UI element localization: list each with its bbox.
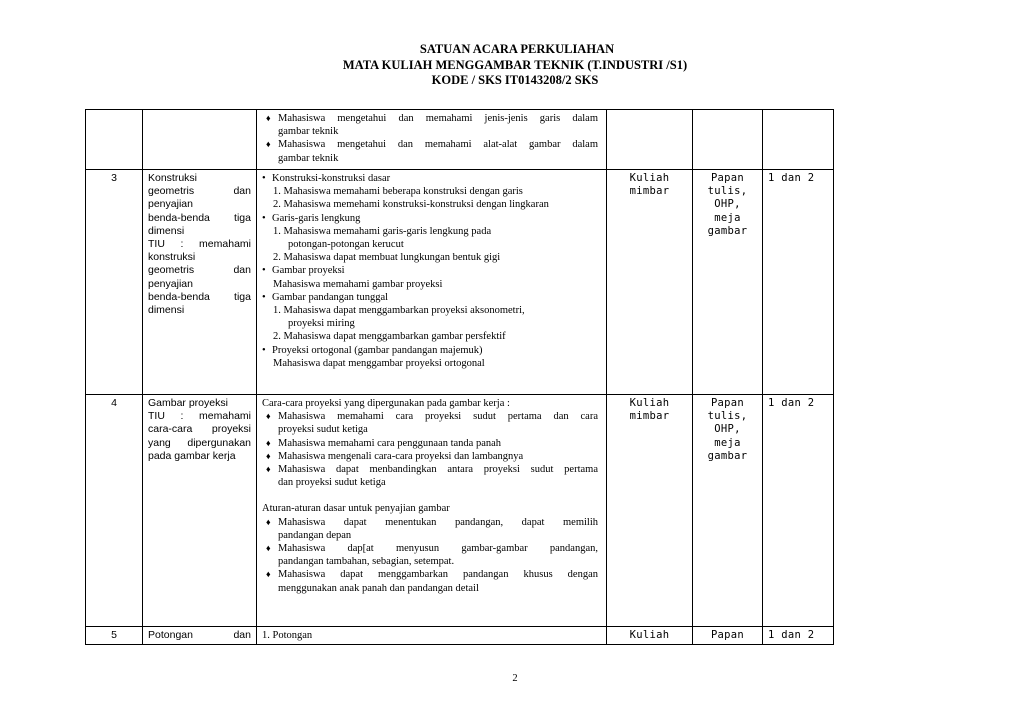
method-cell [607,627,693,645]
media-cell [693,395,763,627]
topic-line: cara-cara proyeksi [148,423,251,436]
content-cell [257,395,607,627]
topic-line: geometris dan [148,264,251,277]
topic-line: Konstruksi [148,172,198,184]
method-cell [607,110,693,170]
numbered-item: 2. Mahasiswa dapat menggambarkan gambar persfektif [273,331,506,343]
bullet-continuation: dan proyeksi sudut ketiga [278,477,386,489]
content-cell [257,110,607,170]
bullet-continuation: gambar teknik [278,152,339,164]
content-cell [257,627,607,645]
meeting-number: 4 [86,395,143,627]
bullet-item: ♦ Mahasiswa memahami cara penggunaan tanda panah [262,437,598,450]
media-line: Papan [710,629,745,641]
media-line: gambar [707,224,748,237]
topic-line: benda-benda tiga [148,290,251,303]
header-course: MATA KULIAH MENGGAMBAR TEKNIK (T.INDUSTRI /S1) [342,57,688,72]
section-item: • Garis-garis lengkung [262,212,598,225]
header-code: KODE / SKS IT0143208/2 SKS [431,73,599,87]
bullet-item: ♦ Mahasiswa dap[at menyusun gambar-gambar pandangan, [262,542,598,555]
bullet-item: ♦ Mahasiswa dapat menggambarkan pandangan khusus dengan [262,568,598,581]
table-row [86,170,834,395]
topic-line: pada gambar kerja [148,449,236,462]
topic-line: yang dipergunakan [148,436,251,449]
spacer [262,489,598,502]
meeting-number: 3 [86,170,143,395]
media-line: meja [714,211,741,224]
media-line: meja [714,436,741,449]
section-item: • Gambar proyeksi [262,264,598,277]
bullet-continuation: gambar teknik [278,126,339,138]
media-line: gambar [707,449,748,462]
media-cell [693,110,763,170]
numbered-item: 1. Mahasiswa memahami garis-garis lengkung pada [273,225,492,237]
table-row [86,395,834,627]
topic-line: TIU : memahami [148,410,251,423]
reference-cell [763,110,834,170]
numbered-item: Mahasiswa memahami gambar proyeksi [273,278,443,290]
media-line: tulis, [707,185,748,198]
bullet-continuation: pandangan tambahan, sebagian, setempat. [278,556,455,568]
numbered-continuation: potongan-potongan kerucut [288,239,404,251]
topic-line: Potongan dan [148,629,251,641]
document-header [0,42,1030,89]
topic-line: geometris dan [148,185,251,198]
meeting-number [86,110,143,170]
content-line: Cara-cara proyeksi yang dipergunakan pada gambar kerja : [262,398,510,409]
media-line: OHP, [714,423,741,436]
media-line: Papan [710,172,745,184]
topic-cell [143,627,257,645]
section-item: • Gambar pandangan tunggal [262,291,598,304]
media-cell [693,170,763,395]
topic-line: dimensi [148,224,185,237]
numbered-item: 1. Mahasiswa dapat menggambarkan proyeksi aksonometri, [273,305,525,317]
media-line: OHP, [714,198,741,211]
numbered-continuation: proyeksi miring [288,318,355,330]
method-line: mimbar [629,185,670,198]
bullet-continuation: pandangan depan [278,529,352,541]
reference-cell: 1 dan 2 [763,395,834,627]
method-line: Kuliah [629,629,670,641]
method-line: Kuliah [629,172,670,184]
numbered-item: 2. Mahasiswa memehami konstruksi-konstruksi dengan lingkaran [273,199,549,211]
section-item: • Konstruksi-konstruksi dasar [262,172,598,185]
syllabus-table [85,109,834,645]
topic-line: Gambar proyeksi [148,397,228,409]
header-title: SATUAN ACARA PERKULIAHAN [419,42,615,56]
topic-cell [143,110,257,170]
syllabus-table-body [86,110,834,645]
bullet-item: ♦ Mahasiswa dapat menbandingkan antara proyeksi sudut pertama [262,463,598,476]
media-cell [693,627,763,645]
method-line: mimbar [629,410,670,423]
content-line: Aturan-aturan dasar untuk penyajian gambar [262,503,450,515]
method-cell [607,170,693,395]
reference-cell: 1 dan 2 [763,170,834,395]
topic-line: TIU : memahami [148,238,251,251]
bullet-item: ♦ Mahasiswa mengenali cara-cara proyeksi dan lambangnya [262,450,598,463]
method-cell [607,395,693,627]
numbered-item: 2. Mahasiswa dapat membuat lungkungan bentuk gigi [273,252,501,264]
topic-line: penyajian [148,277,193,290]
media-line: Papan [710,397,745,409]
section-item: • Proyeksi ortogonal (gambar pandangan majemuk) [262,344,598,357]
numbered-item: 1. Mahasiswa memahami beberapa konstruksi dengan garis [273,186,523,198]
bullet-item: ♦ Mahasiswa dapat menentukan pandangan, dapat memilih [262,516,598,529]
content-cell [257,170,607,395]
topic-line: benda-benda tiga [148,211,251,224]
table-row [86,110,834,170]
topic-cell [143,395,257,627]
bullet-continuation: proyeksi sudut ketiga [278,424,368,436]
media-line: tulis, [707,410,748,423]
topic-line: dimensi [148,304,185,317]
method-line: Kuliah [629,397,670,409]
table-row [86,627,834,645]
topic-cell [143,170,257,395]
content-line: 1. Potongan [262,630,313,641]
topic-line: konstruksi [148,251,196,264]
bullet-continuation: menggunakan anak panah dan pandangan detail [278,582,479,594]
topic-line: penyajian [148,198,193,211]
bullet-item: ♦ Mahasiswa mengetahui dan memahami alat-alat gambar dalam [262,138,598,151]
meeting-number: 5 [86,627,143,645]
page-number: 2 [512,673,518,684]
numbered-item: Mahasiswa dapat menggambar proyeksi ortogonal [273,357,485,369]
reference-cell: 1 dan 2 [763,627,834,645]
bullet-item: ♦ Mahasiswa mengetahui dan memahami jenis-jenis garis dalam [262,112,598,125]
bullet-item: ♦ Mahasiswa memahami cara proyeksi sudut pertama dan cara [262,410,598,423]
